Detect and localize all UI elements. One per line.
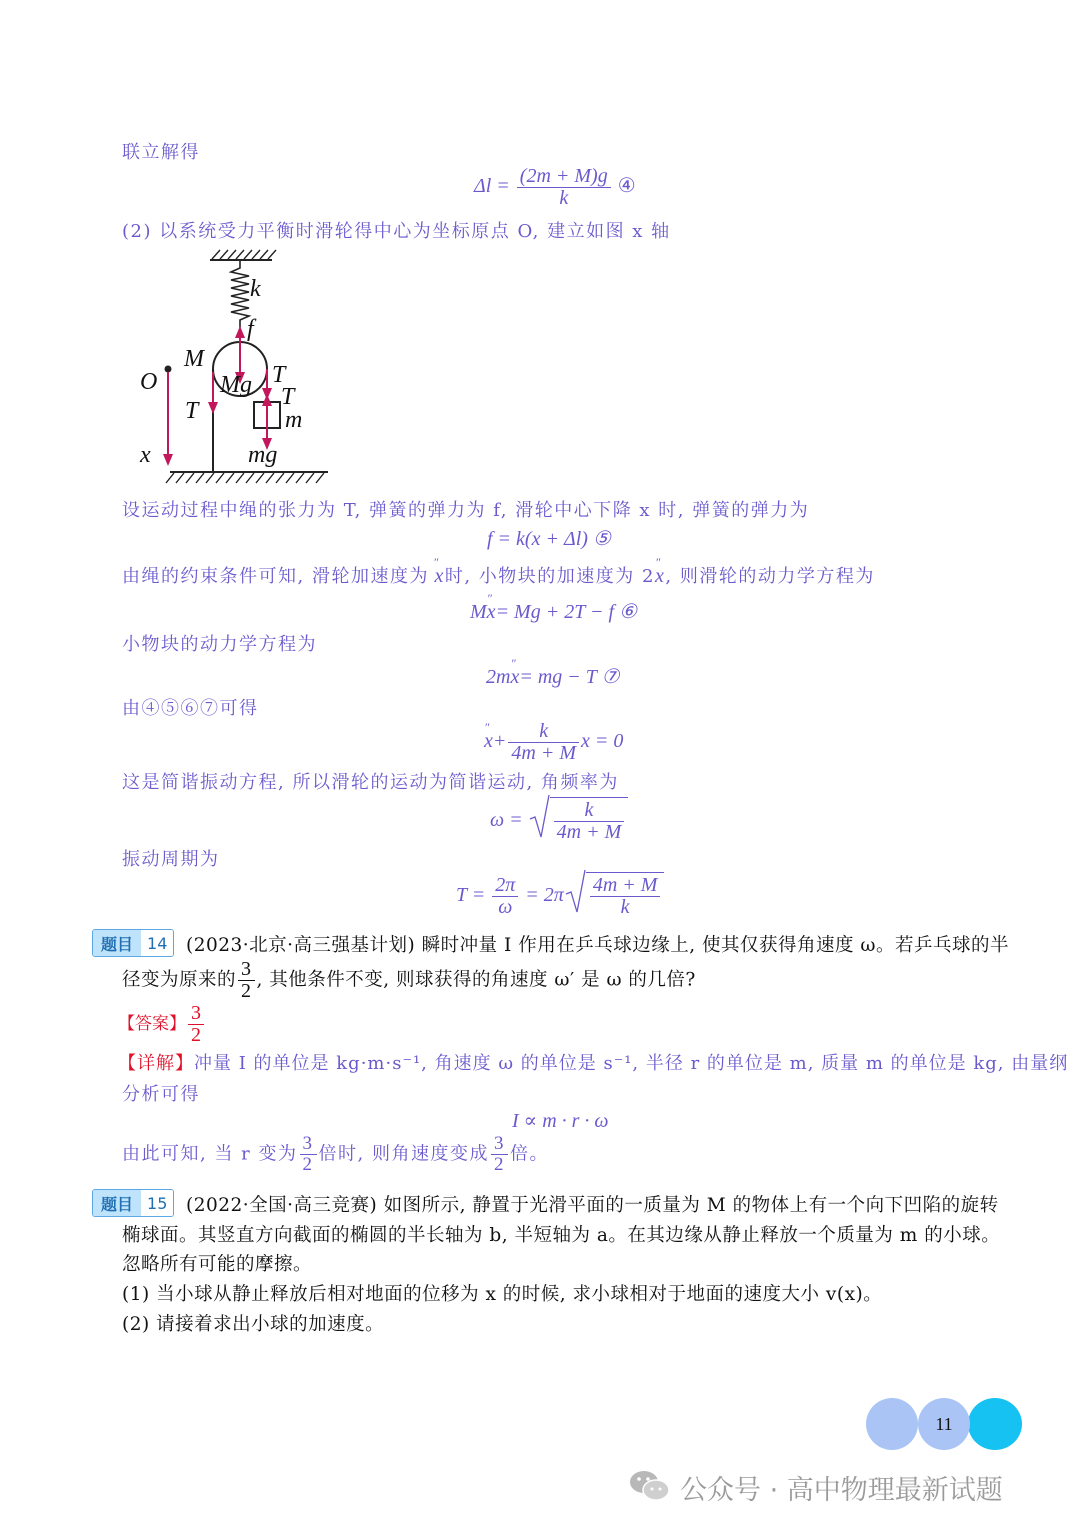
equation-7: 2mx ″ = mg − T ⑦ xyxy=(486,656,620,688)
question-tag: 题目 14 xyxy=(92,929,174,957)
label-k: k xyxy=(250,276,261,302)
solution-line: 联立解得 xyxy=(122,142,200,163)
solution-line: 小物块的动力学方程为 xyxy=(122,634,317,655)
label-Mg: Mg xyxy=(220,372,252,398)
watermark: 公众号 · 高中物理最新试题 xyxy=(680,1475,1003,1506)
solution-line: 由④⑤⑥⑦可得 xyxy=(122,698,259,719)
question-text: (2) 请接着求出小球的加速度。 xyxy=(122,1314,385,1335)
solution-line: 由绳的约束条件可知, 滑轮加速度为 x ″ 时, 小物块的加速度为 2x ″ , 则滑轮的动力学方程为 xyxy=(122,555,875,587)
page-circle-right xyxy=(968,1398,1022,1450)
page-number: 11 xyxy=(918,1398,970,1450)
equation-5: f = k(x + Δl) ⑤ xyxy=(487,528,611,550)
wechat-icon xyxy=(628,1468,672,1504)
question-tag: 题目 15 xyxy=(92,1189,174,1217)
label-M: M xyxy=(184,346,204,372)
pulley-figure xyxy=(130,244,340,490)
equation-10: T = $\frac{2\pi}{\omega}$ = 2π $\frac{4m + M}{k}$ xyxy=(456,872,664,918)
detail-line: 由此可知, 当 r 变为 $\frac{3}{2}$ 倍时, 则角速度变成 $\frac{3}{2}$ 倍。 xyxy=(122,1133,549,1175)
solution-line: 这是简谐振动方程, 所以滑轮的运动为简谐运动, 角频率为 xyxy=(122,772,619,793)
label-T: T xyxy=(281,384,295,410)
label-mg: mg xyxy=(248,442,278,468)
question-text: (2022·全国·高三竞赛) 如图所示, 静置于光滑平面的一质量为 M 的物体上有一个向下凹陷的旋转 xyxy=(186,1195,999,1216)
detail-line: 【详解】冲量 I 的单位是 kg·m·s⁻¹, 角速度 ω 的单位是 s⁻¹, 半径 r 的单位是 m, 质量 m 的单位是 kg, 由量纲 xyxy=(118,1053,1069,1074)
equation-6: Mx ″ = Mg + 2T − f ⑥ xyxy=(470,591,637,623)
page-circle-left xyxy=(866,1398,918,1450)
detail-line: 分析可得 xyxy=(122,1084,200,1105)
equation-8: x ″ + $\frac{k}{4m + M}$ x = 0 xyxy=(484,720,624,764)
solution-line: (2) 以系统受力平衡时滑轮得中心为坐标原点 O, 建立如图 x 轴 xyxy=(122,221,671,242)
equation-9: ω = $\frac{k}{4m + M}$ xyxy=(490,797,628,843)
label-T: T xyxy=(185,398,199,424)
solution-line: 设运动过程中绳的张力为 T, 弹簧的弹力为 f, 滑轮中心下降 x 时, 弹簧的弹力为 xyxy=(122,500,810,521)
label-f: f xyxy=(247,316,254,342)
question-text: 忽略所有可能的摩擦。 xyxy=(122,1254,313,1275)
question-text: (2023·北京·高三强基计划) 瞬时冲量 I 作用在乒乓球边缘上, 使其仅获得角速度 ω。若乒乓球的半 xyxy=(186,935,1009,956)
label-O: O xyxy=(140,369,158,395)
detail-equation: I ∝ m · r · ω xyxy=(512,1110,609,1132)
answer-line: 【答案】 $\frac{3}{2}$ xyxy=(118,1003,206,1046)
label-x: x xyxy=(140,442,151,468)
equation-4: Δl = $\frac{(2m + M)g}{k}$ ④ xyxy=(474,165,636,209)
label-T: T xyxy=(272,362,286,388)
question-text: (1) 当小球从静止释放后相对地面的位移为 x 的时候, 求小球相对于地面的速度大小 v(x)。 xyxy=(122,1284,883,1305)
label-m: m xyxy=(285,407,303,433)
solution-line: 振动周期为 xyxy=(122,849,220,870)
question-text: 椭球面。其竖直方向截面的椭圆的半长轴为 b, 半短轴为 a。在其边缘从静止释放一个质量为 m 的小球。 xyxy=(122,1225,1001,1246)
question-text: 径变为原来的 $\frac{3}{2}$ , 其他条件不变, 则球获得的角速度 ω′ 是 ω 的几倍? xyxy=(122,958,696,1002)
